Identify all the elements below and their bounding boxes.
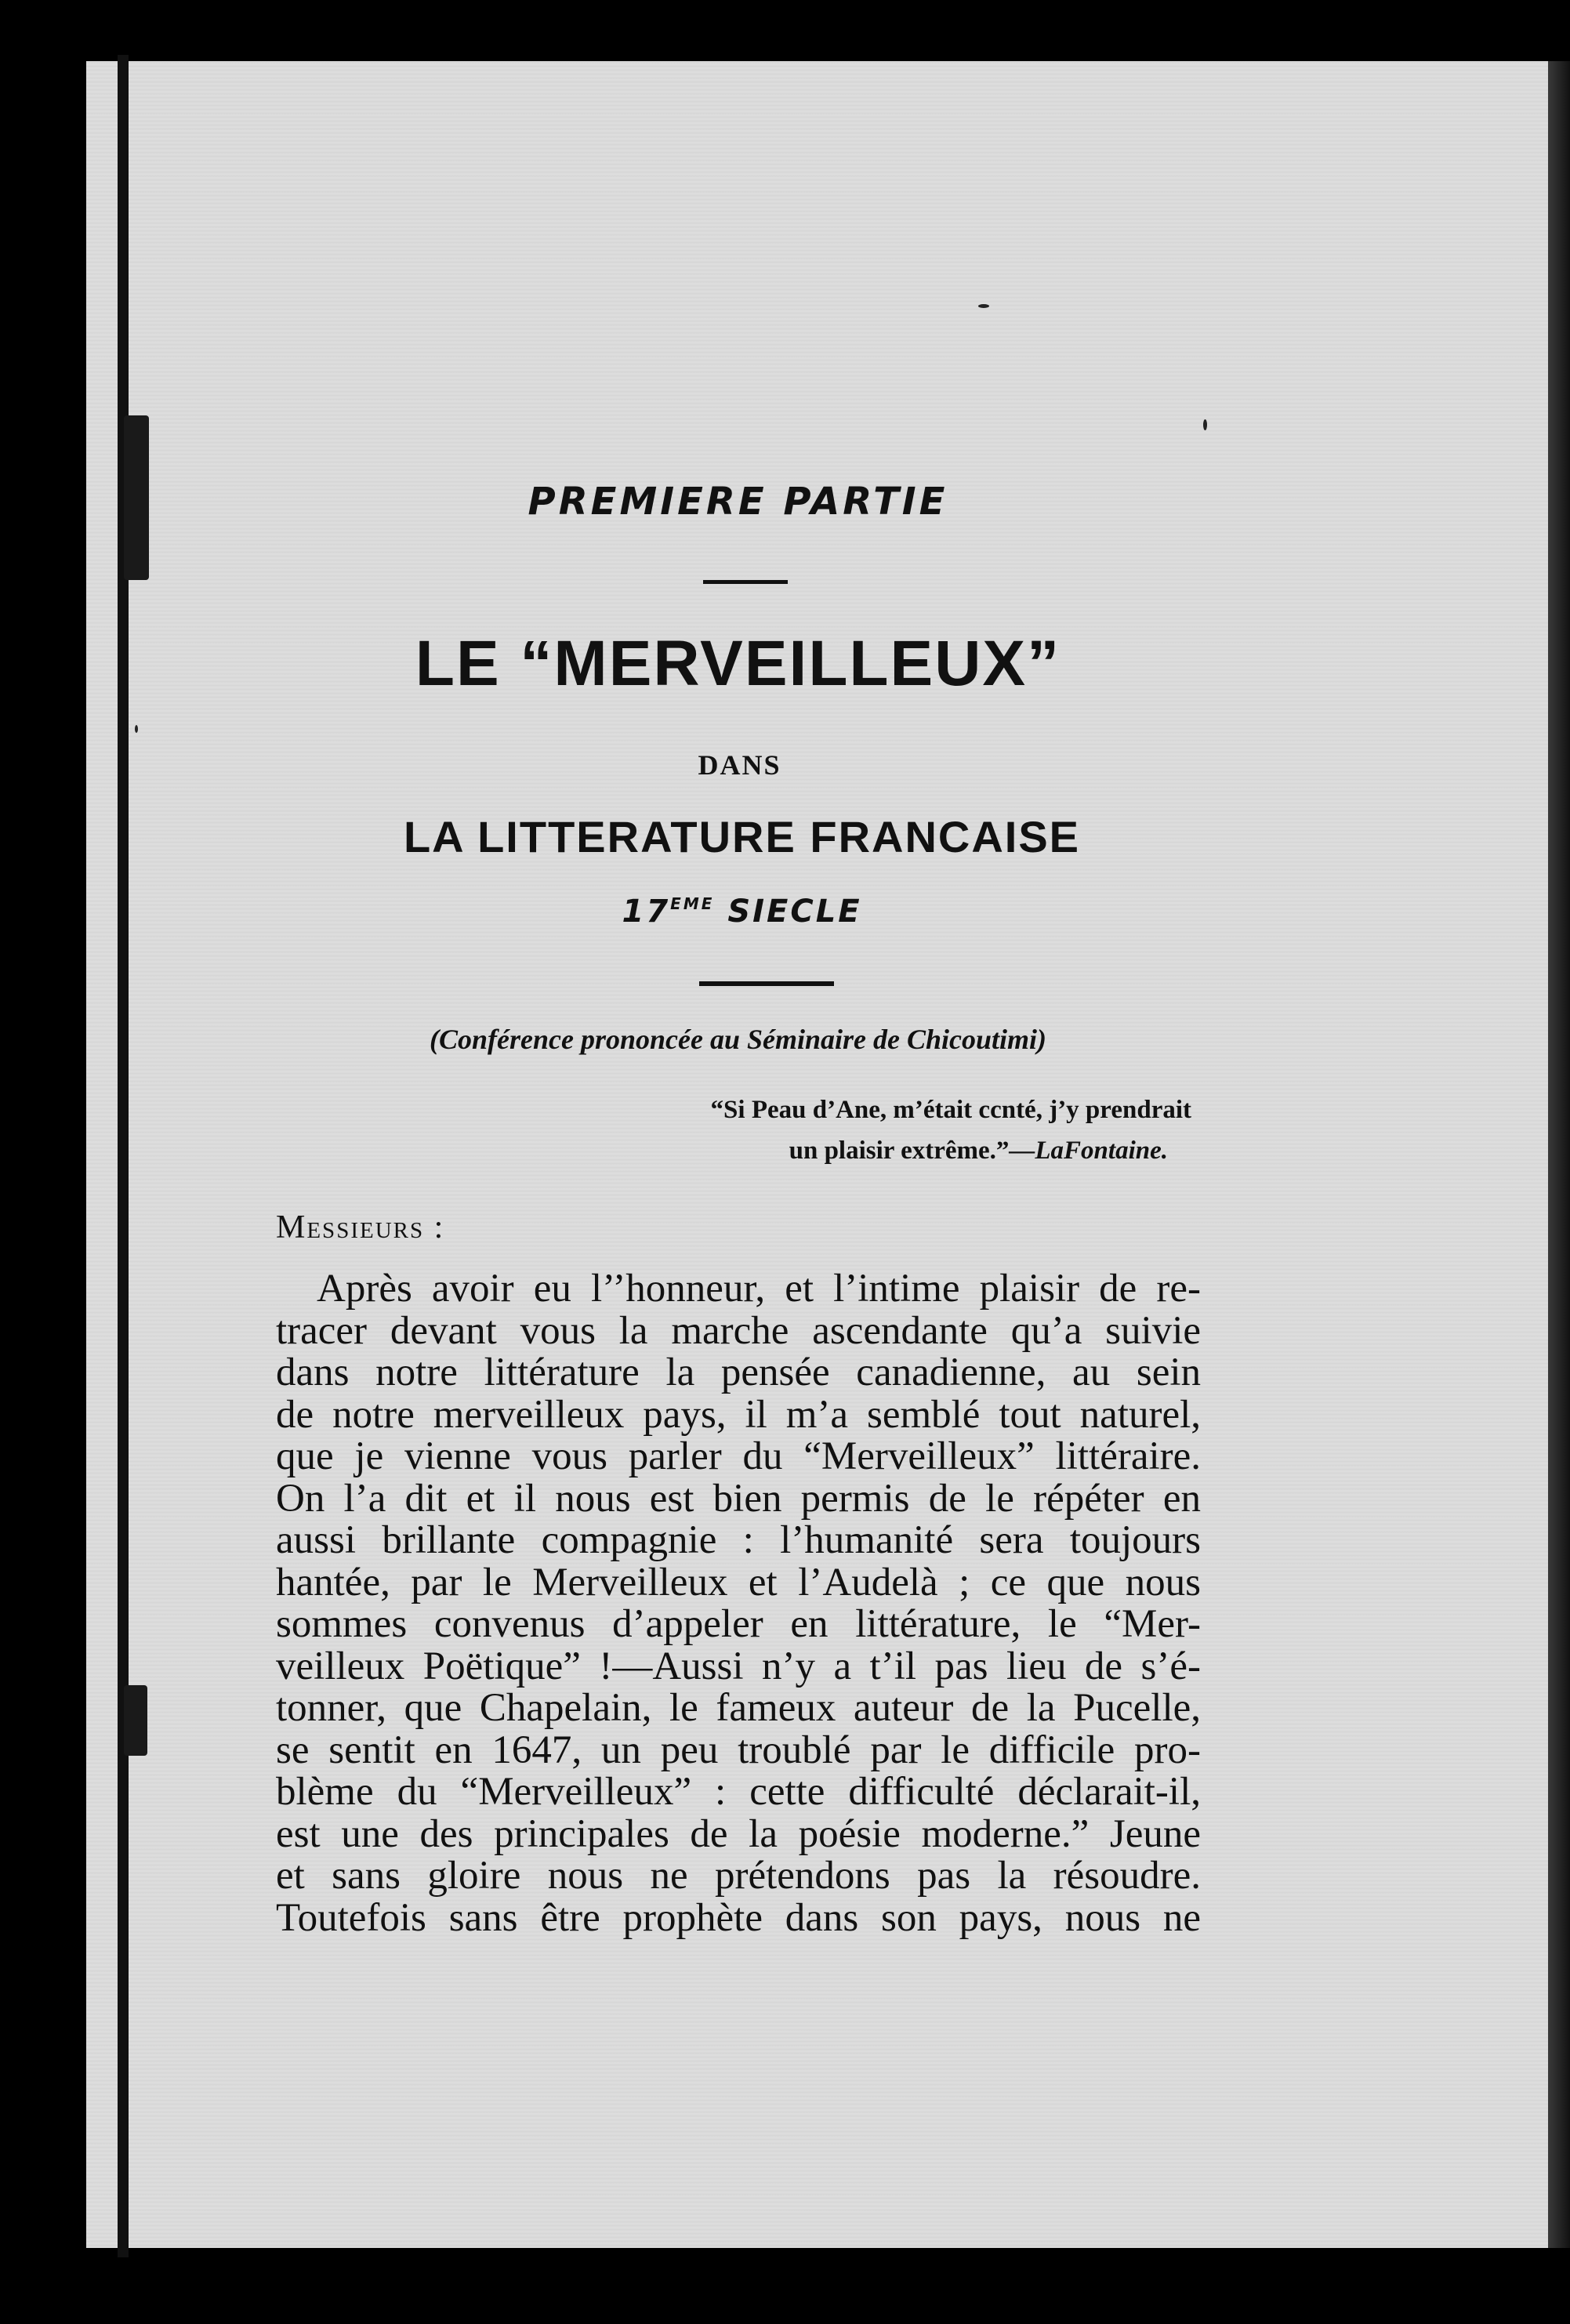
body-line: que je vienne vous parler du “Merveilleux” littéraire. bbox=[276, 1434, 1201, 1478]
part-title: PREMIERE PARTIE bbox=[528, 480, 948, 524]
body-line: tracer devant vous la marche ascendante qu’a suivie bbox=[276, 1308, 1201, 1353]
epigraph-line-2-text: un plaisir extrême.” bbox=[789, 1137, 1010, 1165]
century-number: 17 bbox=[622, 894, 671, 930]
salutation: Messieurs : bbox=[276, 1209, 445, 1245]
body-line: dans notre littérature la pensée canadienne, au sein bbox=[276, 1351, 1201, 1394]
body-line: aussi brillante compagnie : l’humanité sera toujours bbox=[276, 1518, 1201, 1562]
epigraph-line-1: “Si Peau d’Ane, m’était ccnté, j’y prendrait bbox=[710, 1096, 1191, 1124]
body-line: On l’a dit et il nous est bien permis de le répéter en bbox=[276, 1476, 1201, 1521]
main-title: LE “MERVEILLEUX” bbox=[415, 628, 1061, 699]
epigraph-line-2 bbox=[580, 1130, 1191, 1171]
body-line: sommes convenus d’appeler en littérature, le “Mer- bbox=[276, 1602, 1201, 1646]
binding-border bbox=[118, 55, 129, 2257]
century-word: SIECLE bbox=[727, 894, 862, 930]
rule-short bbox=[703, 580, 788, 584]
century-suffix: EME bbox=[670, 894, 715, 913]
body-line: et sans gloire nous ne prétendons pas la résoudre. bbox=[276, 1854, 1201, 1898]
body-line: est une des principales de la poésie moderne.” Jeune bbox=[276, 1811, 1201, 1856]
speck bbox=[1203, 419, 1207, 430]
speck bbox=[978, 304, 989, 308]
epigraph-author: —LaFontaine. bbox=[1009, 1137, 1168, 1165]
body-line: hantée, par le Merveilleux et l’Audelà ; ce que nous bbox=[276, 1560, 1201, 1604]
subtitle: LA LITTERATURE FRANCAISE bbox=[403, 812, 1081, 861]
body-line: tonner, que Chapelain, le fameux auteur de la Pucelle, bbox=[276, 1686, 1201, 1730]
body-line: de notre merveilleux pays, il m’a semblé tout naturel, bbox=[276, 1392, 1201, 1437]
epigraph bbox=[580, 1089, 1191, 1171]
binding-mark-bottom bbox=[124, 1685, 147, 1756]
body-line: veilleux Poëtique” !—Aussi n’y a t’il pas lieu de s’é- bbox=[276, 1644, 1201, 1688]
century-heading bbox=[0, 894, 1527, 930]
body-line: Après avoir eu l’’honneur, et l’intime plaisir de re- bbox=[317, 1267, 1201, 1311]
page-edge-shadow bbox=[1548, 61, 1570, 2248]
speck bbox=[135, 725, 138, 733]
conference-note: (Conférence prononcée au Séminaire de Chicoutimi) bbox=[430, 1024, 1046, 1055]
dans-label: DANS bbox=[698, 749, 781, 781]
body-paragraph bbox=[276, 1268, 1201, 1939]
body-line: Toutefois sans être prophète dans son pays, nous ne bbox=[276, 1895, 1201, 1940]
body-line: blème du “Merveilleux” : cette difficulté déclarait-il, bbox=[276, 1770, 1201, 1814]
rule-long bbox=[699, 981, 834, 986]
body-line: se sentit en 1647, un peu troublé par le difficile pro- bbox=[276, 1728, 1201, 1772]
